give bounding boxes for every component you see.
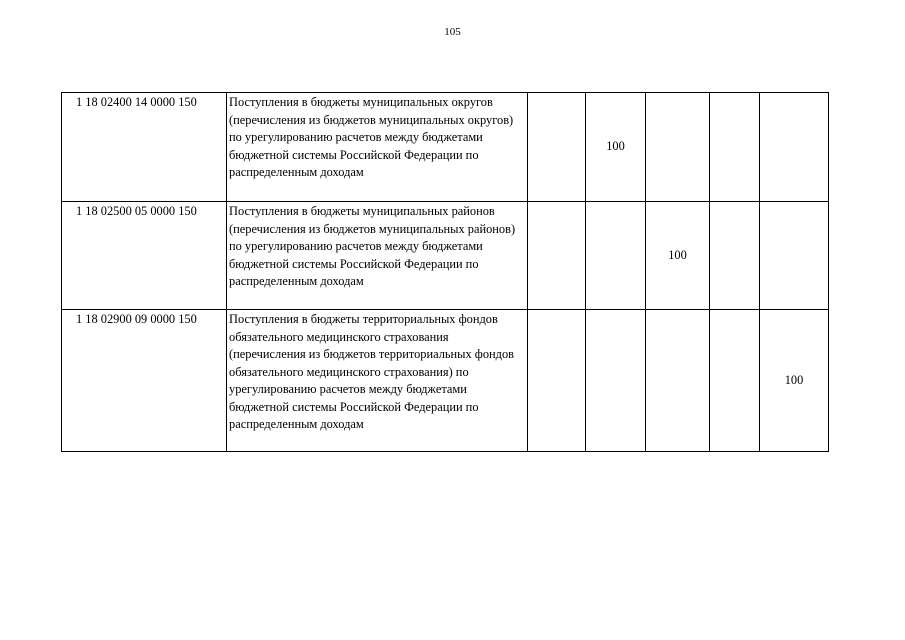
table-row	[62, 310, 829, 452]
value-cell	[710, 310, 760, 452]
value-cell: 100	[760, 310, 829, 452]
budget-code-cell: 1 18 02500 05 0000 150	[62, 202, 227, 310]
value-cell	[710, 93, 760, 202]
budget-distribution-table	[61, 92, 829, 452]
table-row	[62, 93, 829, 202]
description-cell: Поступления в бюджеты муниципальных районов (перечисления из бюджетов муниципальных районов) по урегулированию расчетов между бюджетами бюджетной системы Российской Федерации по распределенным доходам	[227, 202, 528, 310]
description-cell: Поступления в бюджеты муниципальных округов (перечисления из бюджетов муниципальных округов) по урегулированию расчетов между бюджетами бюджетной системы Российской Федерации по распределенным доходам	[227, 93, 528, 202]
description-cell: Поступления в бюджеты территориальных фондов обязательного медицинского страхования (перечисления из бюджетов территориальных фондов обязательного медицинского страхования) по урегулированию расчетов между бюджетами бюджетной системы Российской Федерации по распределенным доходам	[227, 310, 528, 452]
table-row	[62, 202, 829, 310]
value-cell	[646, 310, 710, 452]
value-cell	[710, 202, 760, 310]
value-cell: 100	[646, 202, 710, 310]
value-cell	[528, 93, 586, 202]
value-cell	[646, 93, 710, 202]
budget-code-cell: 1 18 02900 09 0000 150	[62, 310, 227, 452]
budget-code-cell: 1 18 02400 14 0000 150	[62, 93, 227, 202]
value-cell	[528, 310, 586, 452]
value-cell	[760, 93, 829, 202]
value-cell	[528, 202, 586, 310]
value-cell	[586, 202, 646, 310]
value-cell: 100	[586, 93, 646, 202]
value-cell	[760, 202, 829, 310]
value-cell	[586, 310, 646, 452]
page-number: 105	[444, 26, 461, 38]
